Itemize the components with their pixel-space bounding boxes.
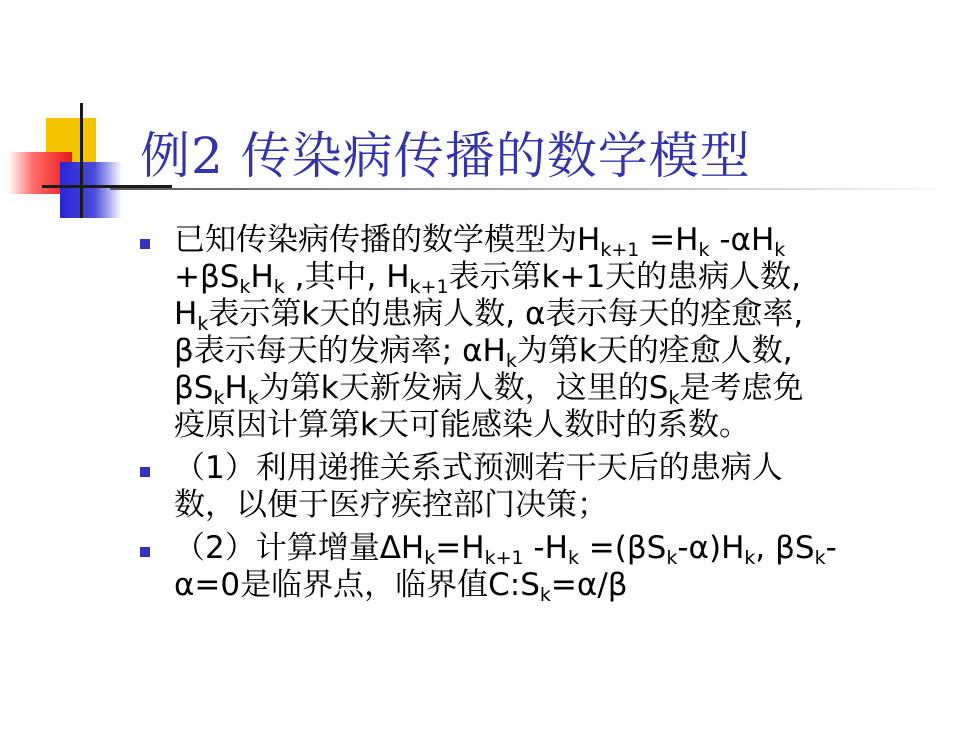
text-run: , βS: [755, 530, 815, 566]
decor-vertical-line: [80, 103, 83, 218]
subscript: k: [698, 239, 710, 261]
text-run: （1）利用递推关系式预测若干天后的患病人: [174, 450, 783, 486]
subscript: k: [744, 547, 756, 569]
bullet-text-line: [174, 370, 960, 407]
text-run: =α/β: [550, 567, 628, 603]
subscript: k: [666, 547, 678, 569]
text-run: 是考虑免: [679, 370, 804, 406]
title-underline: [110, 188, 960, 190]
text-run: 表示第k天的患病人数, α表示每天的痊愈率,: [208, 296, 804, 332]
bullet-square-icon: [140, 467, 150, 477]
subscript: k+1: [484, 547, 524, 569]
subscript: k: [239, 276, 251, 298]
bullet-text-line: [174, 567, 960, 604]
bullet-text-line: [174, 296, 960, 333]
bullet-text-line: [174, 333, 960, 370]
subscript: k: [505, 350, 517, 372]
text-run: 表示第k+1天的患病人数,: [448, 259, 802, 295]
subscript: k: [424, 547, 436, 569]
text-run: 为第k天的痊愈人数,: [516, 333, 793, 369]
bullet-square-icon: [140, 239, 150, 249]
subscript: k+1: [600, 239, 640, 261]
subscript: k: [539, 584, 551, 606]
subscript: k: [668, 387, 680, 409]
text-run: α=0是临界点，临界值C:S: [174, 567, 540, 603]
subscript: k: [197, 313, 209, 335]
text-run: -αH: [709, 222, 775, 258]
subscript: k+1: [409, 276, 449, 298]
text-run: =H: [435, 530, 485, 566]
bullet-item: [140, 222, 960, 444]
text-run: H: [174, 296, 198, 332]
text-run: =H: [639, 222, 699, 258]
text-run: （2）计算增量ΔH: [174, 530, 425, 566]
bullet-list: [140, 222, 960, 610]
subscript: k: [814, 547, 826, 569]
bullet-item: [140, 530, 960, 604]
slide-title: 例2 传染病传播的数学模型: [140, 127, 751, 185]
bullet-text-line: [174, 222, 960, 259]
subscript: k: [213, 387, 225, 409]
text-run: 为第k天新发病人数，这里的S: [258, 370, 669, 406]
bullet-text-line: [174, 487, 960, 524]
text-run: ,其中, H: [284, 259, 410, 295]
bullet-text-line: [174, 407, 960, 444]
bullet-square-icon: [140, 547, 150, 557]
text-run: 数，以便于医疗疾控部门决策；: [174, 487, 608, 523]
text-run: -α)H: [677, 530, 745, 566]
subscript: k: [567, 547, 579, 569]
text-run: βS: [174, 370, 214, 406]
text-run: 已知传染病传播的数学模型为H: [174, 222, 601, 258]
text-run: +βS: [174, 259, 240, 295]
text-run: -: [825, 530, 837, 566]
text-run: β表示每天的发病率; αH: [174, 333, 506, 369]
bullet-text-line: [174, 530, 960, 567]
decor-blue-square: [60, 162, 122, 218]
text-run: H: [224, 370, 248, 406]
bullet-text-line: [174, 259, 960, 296]
subscript: k: [774, 239, 786, 261]
text-run: =(βS: [578, 530, 667, 566]
subscript: k: [247, 387, 259, 409]
bullet-text-line: [174, 450, 960, 487]
text-run: 疫原因计算第k天可能感染人数时的系数。: [174, 407, 750, 443]
text-run: -H: [523, 530, 568, 566]
bullet-item: [140, 450, 960, 524]
subscript: k: [273, 276, 285, 298]
text-run: H: [250, 259, 274, 295]
